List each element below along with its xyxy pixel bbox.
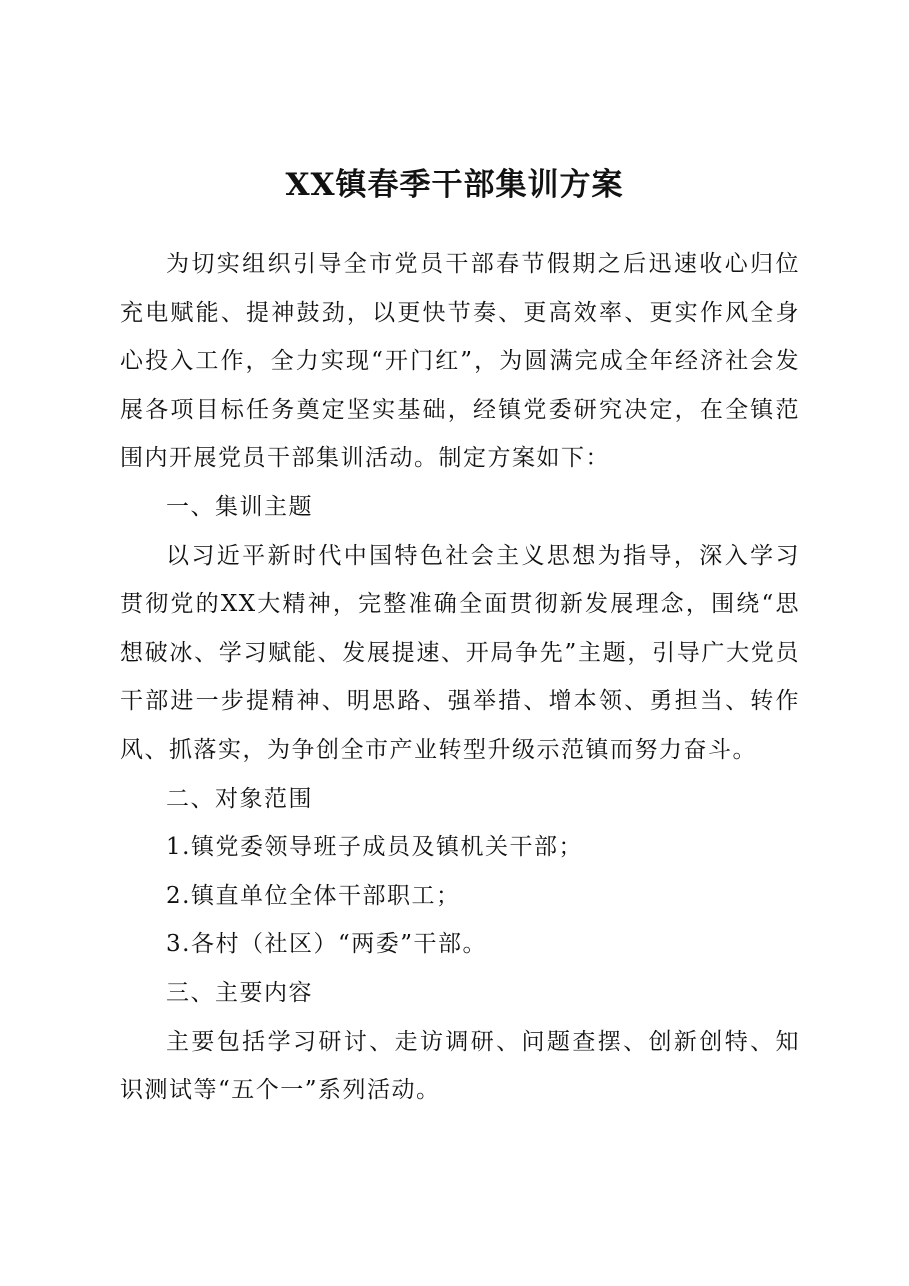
scope-item: 1.镇党委领导班子成员及镇机关干部； — [166, 834, 583, 861]
document-title: XX镇春季干部集训方案 — [285, 167, 624, 203]
document-body — [120, 240, 800, 1115]
intro-paragraph: 为切实组织引导全市党员干部春节假期之后迅速收心归位充电赋能、提神鼓劲，以更快节奏、更高效率、更实作风全身心投入工作，全力实现“开门红”，为圆满完成全年经济社会发展各项目标任务奠定坚实基础，经镇党委研究决定，在全镇范围内开展党员干部集训活动。制定方案如下： — [120, 251, 800, 472]
content-paragraph: 主要包括学习研讨、走访调研、问题查摆、创新创特、知识测试等“五个一”系列活动。 — [120, 1028, 800, 1104]
section-heading-theme: 一、集训主题 — [166, 493, 313, 520]
scope-item: 3.各村（社区）“两委”干部。 — [166, 931, 487, 958]
section-heading-content: 三、主要内容 — [166, 979, 313, 1006]
theme-paragraph: 以习近平新时代中国特色社会主义思想为指导，深入学习贯彻党的XX大精神，完整准确全面贯彻新发展理念，围绕“思想破冰、学习赋能、发展提速、开局争先”主题，引导广大党员干部进一步提精神、明思路、强举措、增本领、勇担当、转作风、抓落实，为争创全市产业转型升级示范镇而努力奋斗。 — [120, 542, 800, 763]
scope-item: 2.镇直单位全体干部职工； — [166, 882, 461, 909]
section-heading-scope: 二、对象范围 — [166, 785, 313, 812]
